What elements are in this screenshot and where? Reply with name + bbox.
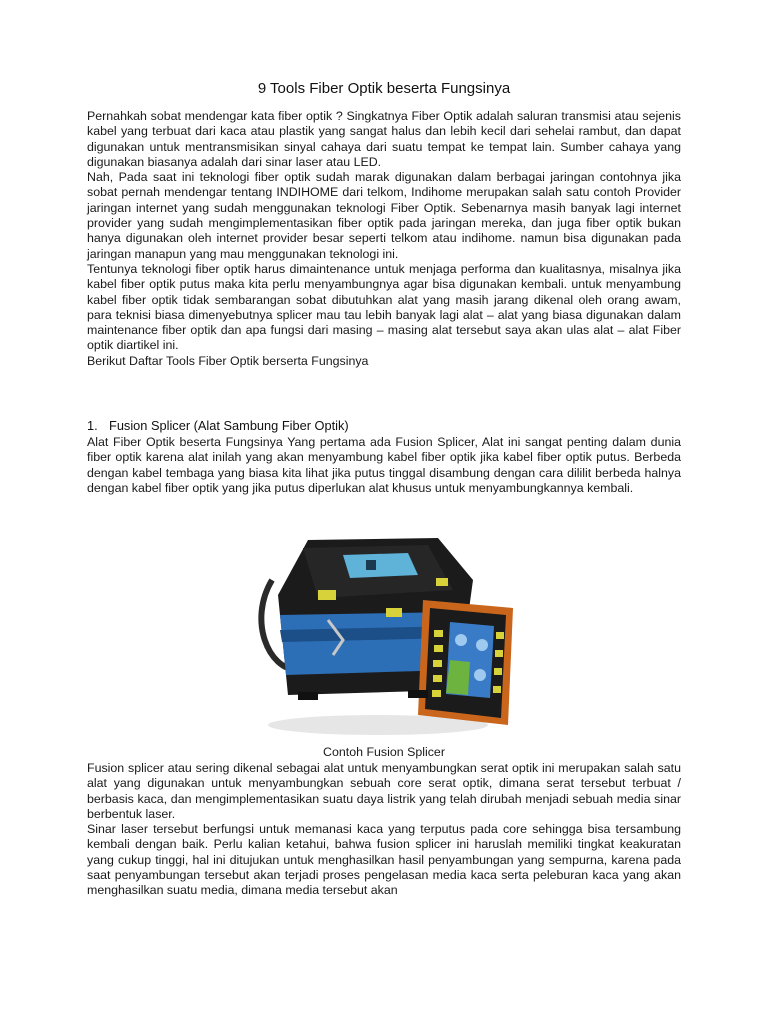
section-text [87,435,681,496]
clip-button [386,608,402,617]
side-button [434,630,443,637]
clip-button [436,578,448,586]
intro-paragraph: Tentunya teknologi fiber optik harus dimaintenance untuk menjaga performa dan kualitasnya, misalnya jika kabel fiber optik putus maka kita perlu menyambungnya agar bisa digunakan kembali. untuk menyambung kabel fiber optik tidak sembarangan sobat dibutuhkan alat yang masih jarang dikenal oleh orang awam, para teknisi biasa dimenyebutnya splicer mau tau lebih banyak lagi alat – alat yang biasa digunakan dalam maintenance fiber optik dan apa fungsi dari masing – masing alat tersebut saya akan ulas alat – alat Fiber optik diartikel ini. [87,261,681,353]
side-button [496,632,504,639]
screen-icon [476,639,488,651]
section-number: 1. [87,418,98,433]
section-heading-text: Fusion Splicer (Alat Sambung Fiber Optik) [109,418,349,433]
side-button [432,690,441,697]
intro-text [87,109,681,369]
side-button [494,668,502,675]
side-button [495,650,503,657]
body-paragraph: Fusion splicer atau sering dikenal sebagai alat untuk menyambungkan serat optik ini merupakan salah satu alat yang digunakan untuk menyambungkan sebuah core serat optik, dimana serat tersebut terbuat / berbasis kaca, dan mengimplementasikan suatu daya listrik yang telah dirubah menjadi sebuah media sinar berbentuk laser. [87,761,681,821]
side-button [434,645,443,652]
section-heading [87,418,681,433]
side-button [433,675,442,682]
intro-paragraph: Berikut Daftar Tools Fiber Optik berserta Fungsinya [87,353,369,368]
splicer-foot [408,690,428,698]
splicer-foot [298,692,318,700]
screen-tile [446,660,470,695]
intro-paragraph: Pernahkah sobat mendengar kata fiber optik ? Singkatnya Fiber Optik adalah saluran transmisi atau sejenis kabel yang terbuat dari kaca atau plastik yang sangat halus dan lebih kecil dari sehelai rambut, dan dapat digunakan untuk mentransmisikan sinyal cahaya dari suatu tempat ke tempat lain. Sumber cahaya yang digunakan biasanya adalah dari sinar laser atau LED. [87,109,681,169]
body-paragraph: Sinar laser tersebut berfungsi untuk memanasi kaca yang terputus pada core sehingga bisa tersambung kembali dengan baik. Perlu kalian ketahui, bahwa fusion splicer ini haruslah memiliki tingkat keakuratan yang cukup tinggi, hal ini ditujukan untuk menghasilkan hasil penyambungan yang sempurna, karena pada saat penyambungan tersebut akan terjadi proses pengelasan media kaca serta peleburan kaca yang akan menghasilkan suatu media, dimana media tersebut akan [87,822,681,898]
section-paragraph: Alat Fiber Optik beserta Fungsinya Yang pertama ada Fusion Splicer, Alat ini sangat penting dalam dunia fiber optik karena alat inilah yang akan menyambung kabel fiber optik jika kabel fiber optik putus. Berbeda dengan kabel tembaga yang biasa kita lihat jika putus tinggal disambung dengan cara dililit berbeda halnya dengan kabel fiber optik yang jika putus diperlukan alat khusus untuk menyambungkannya kembali. [87,435,681,495]
after-figure-text [87,761,681,899]
screen-icon [455,634,467,646]
clip-button [318,590,336,600]
fusion-splicer-image [258,520,520,740]
lid-icon [366,560,376,570]
figure-caption: Contoh Fusion Splicer [323,745,445,759]
intro-paragraph: Nah, Pada saat ini teknologi fiber optik sudah marak digunakan dalam berbagai jaringan contohnya jika sobat pernah mendengar tentang INDIHOME dari telkom, Indihome merupakan salah satu contoh Provider jaringan internet yang sudah menggunakan teknologi Fiber Optik. Sebenarnya masih banyak lagi internet provider yang sudah mengimplementasikan fiber optik pada jaringan mereka, dan juga fiber optik bukan hanya digunakan oleh internet provider besar seperti telkom atau indihome. namun bisa digunakan pada jaringan manapun yang mau menggunakan teknologi ini. [87,170,681,261]
side-button [493,686,501,693]
side-button [433,660,442,667]
document-title: 9 Tools Fiber Optik beserta Fungsinya [257,80,511,97]
lid-window [343,553,418,578]
screen-icon [474,669,486,681]
